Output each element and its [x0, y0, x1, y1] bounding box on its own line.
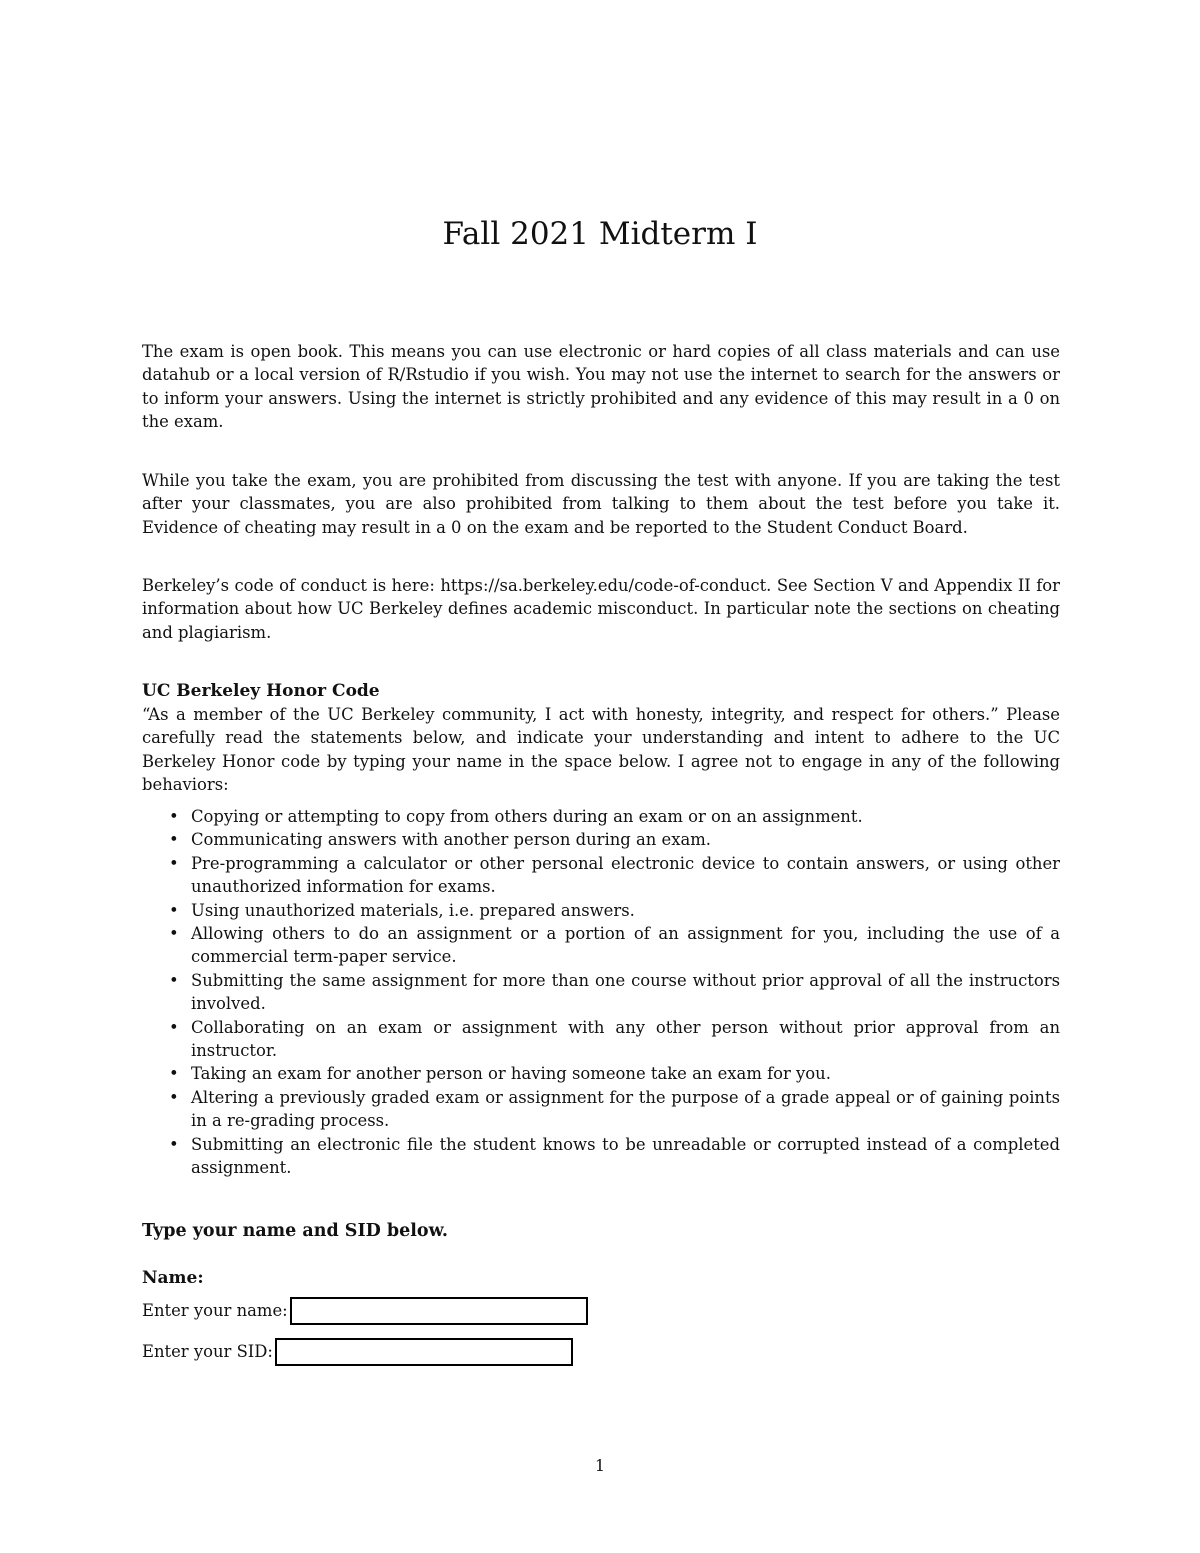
- bullet-icon: •: [169, 1017, 179, 1037]
- instructions-paragraph-open-book: The exam is open book. This means you can use electronic or hard copies of all class materials and can use datahub or a local version of R/Rstudio if you wish. You may not use the internet to search for the answers or to inform your answers. Using the internet is strictly prohibited and any evidence of this may result in a 0 on the exam.: [142, 342, 1060, 432]
- honor-code-section: [142, 679, 1060, 797]
- list-item-text: Using unauthorized materials, i.e. prepared answers.: [191, 900, 635, 920]
- list-item: [142, 899, 1060, 922]
- name-field-label: Enter your name:: [142, 1301, 288, 1320]
- bullet-icon: •: [169, 1064, 179, 1084]
- honor-code-heading: UC Berkeley Honor Code: [142, 681, 380, 701]
- bullet-icon: •: [169, 924, 179, 944]
- list-item-text: Submitting an electronic file the student knows to be unreadable or corrupted instead of a completed assignment.: [191, 1134, 1060, 1178]
- instructions-paragraph-no-discussion: While you take the exam, you are prohibited from discussing the test with anyone. If you are taking the test after your classmates, you are also prohibited from talking to them about the test before you take it. Evidence of cheating may result in a 0 on the exam and be reported to the Student Conduct Board.: [142, 471, 1060, 537]
- list-item: [142, 1133, 1060, 1180]
- list-item-text: Submitting the same assignment for more than one course without prior approval of all the instructors involved.: [191, 970, 1060, 1014]
- sid-field-row: [142, 1337, 573, 1367]
- honor-code-statement: “As a member of the UC Berkeley community, I act with honesty, integrity, and respect for others.” Please carefully read the statements below, and indicate your understanding and intent to adhere to the UC Berkeley Honor code by typing your name in the space below. I agree not to engage in any of the following behaviors:: [142, 705, 1060, 795]
- list-item: [142, 805, 1060, 828]
- list-item-text: Communicating answers with another person during an exam.: [191, 830, 711, 850]
- bullet-icon: •: [169, 1087, 179, 1107]
- instructions-paragraph-code-of-conduct: Berkeley’s code of conduct is here: https://sa.berkeley.edu/code-of-conduct. See Section V and Appendix II for information about how UC Berkeley defines academic misconduct. In particular note the sections on cheating and plagiarism.: [142, 576, 1060, 642]
- list-item-text: Altering a previously graded exam or assignment for the purpose of a grade appeal or of gaining points in a re-grading process.: [191, 1087, 1060, 1131]
- bullet-icon: •: [169, 1134, 179, 1154]
- name-input[interactable]: [290, 1297, 588, 1325]
- list-item-text: Taking an exam for another person or having someone take an exam for you.: [191, 1064, 831, 1084]
- form-heading: Type your name and SID below.: [142, 1221, 448, 1241]
- page-number: 1: [594, 1456, 606, 1475]
- list-item-text: Copying or attempting to copy from others during an exam or on an assignment.: [191, 807, 863, 826]
- page-title: Fall 2021 Midterm I: [442, 216, 758, 252]
- list-item-text: Pre-programming a calculator or other personal electronic device to contain answers, or using other unauthorized information for exams.: [191, 853, 1060, 897]
- list-item: [142, 1086, 1060, 1133]
- bullet-icon: •: [169, 853, 179, 873]
- name-section-label: Name:: [142, 1268, 204, 1288]
- list-item: [142, 1016, 1060, 1063]
- list-item-text: Allowing others to do an assignment or a portion of an assignment for you, including the use of a commercial term-paper service.: [191, 924, 1060, 967]
- name-field-row: [142, 1296, 588, 1326]
- list-item: [142, 922, 1060, 969]
- bullet-icon: •: [169, 830, 179, 850]
- sid-field-label: Enter your SID:: [142, 1342, 273, 1361]
- list-item: [142, 852, 1060, 899]
- bullet-icon: •: [169, 970, 179, 990]
- list-item-text: Collaborating on an exam or assignment with any other person without prior approval from an instructor.: [191, 1017, 1060, 1061]
- misconduct-list: [142, 805, 1060, 1180]
- list-item: [142, 969, 1060, 1016]
- bullet-icon: •: [169, 900, 179, 920]
- bullet-icon: •: [169, 807, 179, 826]
- list-item: [142, 1062, 1060, 1085]
- sid-input[interactable]: [275, 1338, 573, 1366]
- list-item: [142, 828, 1060, 851]
